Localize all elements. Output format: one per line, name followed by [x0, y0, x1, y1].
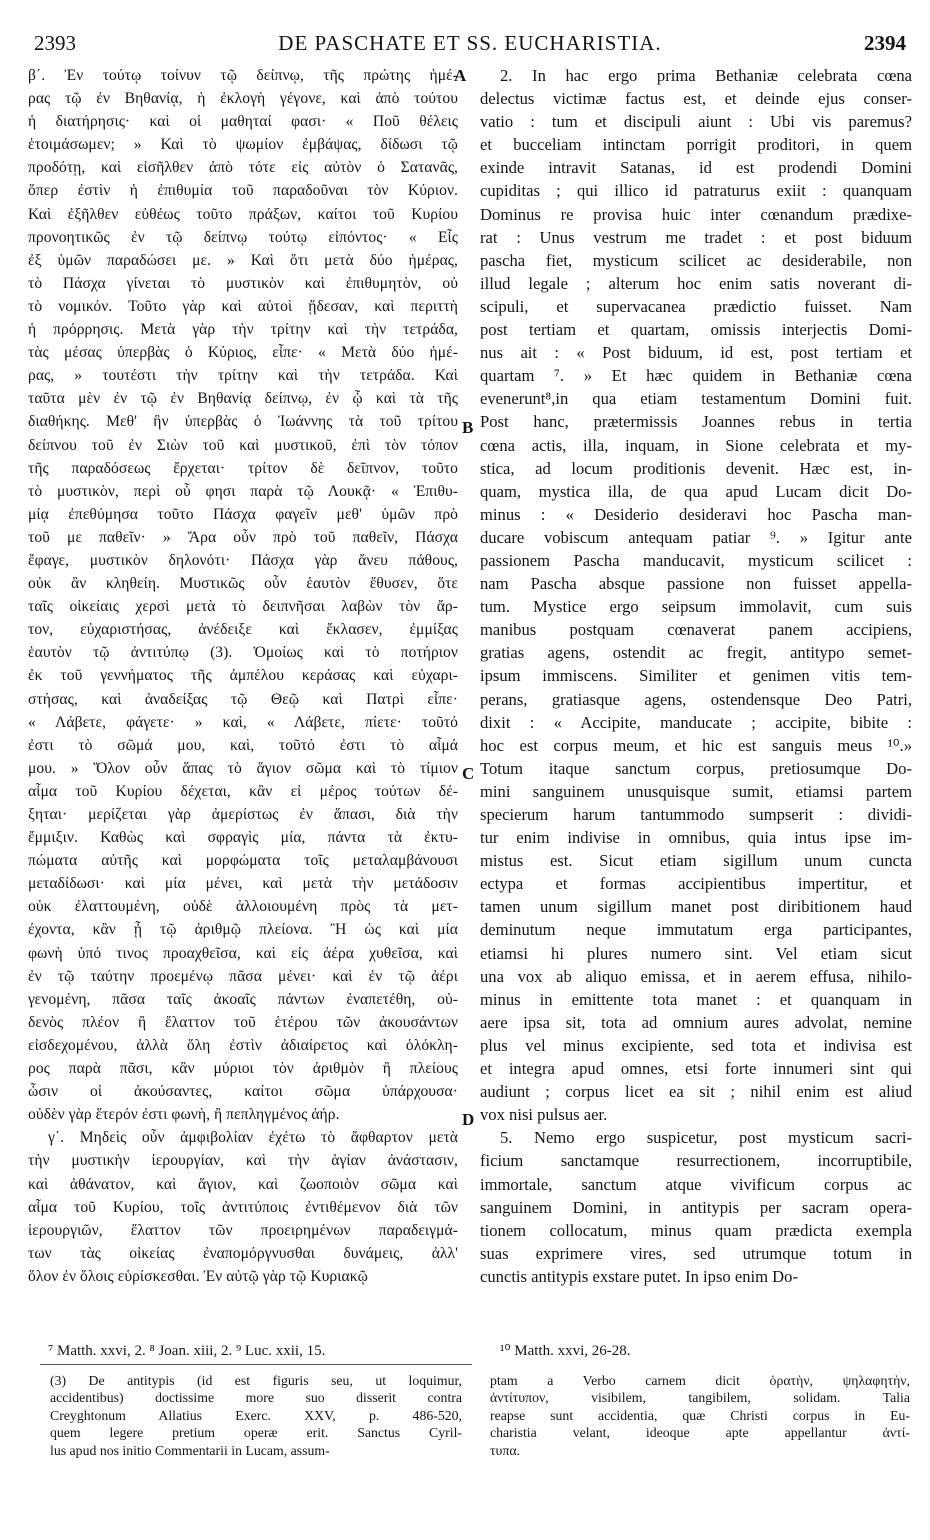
latin-text-line: tum. Mystice ergo seipsum immolavit, cum suis	[480, 597, 912, 617]
note-text-line: τυπα.	[490, 1442, 521, 1458]
greek-text-line: ἑτοιμάσωμεν; » Καὶ τὸ ψωμίον ἐμβάψας, δίδωσι τῷ	[28, 136, 458, 154]
greek-text-line: εἰσδεχομένου, ἀλλὰ ὅλη ἐστὶν ἀδιαίρετος καὶ ὁλόκλη-	[28, 1036, 458, 1054]
greek-text-line: ρας τῷ ἐν Βηθανίᾳ, ἡ ἐκλογὴ γέγονε, καὶ ἀπὸ τούτου	[28, 90, 458, 108]
running-title: DE PASCHATE ET SS. EUCHARISTIA.	[278, 31, 662, 55]
latin-text-line: cœna actis, illa, inquam, in Sione celebrata et my-	[480, 435, 912, 455]
greek-text-line: μεταδίδωσι· καὶ μία μένει, καὶ μετὰ τὴν μετάδοσιν	[28, 875, 458, 893]
greek-text-line: τὸ νομικόν. Τοῦτο γὰρ καὶ αὐτοὶ ᾔδεσαν, καὶ περιττὴ	[28, 297, 458, 315]
latin-text-line: gratias agens, ostendit ac fregit, antitypo semet-	[480, 643, 912, 663]
greek-text-line: αἷμα τοῦ Κυρίου δέχεται, κἂν εἰ μέρος τούτων δέ-	[28, 782, 458, 800]
latin-text-line: plus vel minus excipiente, sed tota et indivisa est	[480, 1035, 912, 1055]
margin-marker-c: C	[462, 764, 475, 783]
greek-text-line: ἱερουργιῶν, ἔλαττον τῶν προειρημένων παραδειγμά-	[28, 1221, 458, 1239]
note-text-line: (3) De antitypis (id est figuris seu, ut loquimur,	[50, 1373, 462, 1388]
scripture-references-text: ⁷ Matth. xxvi, 2. ⁸ Joan. xiii, 2. ⁹ Luc. xxii, 15.	[48, 1343, 326, 1359]
greek-text-line: οὐκ ἐλαττουμένη, οὐδὲ ἀλλοιουμένη πρὸς τὰ μετ-	[28, 898, 458, 916]
page-number-left: 2393	[34, 31, 76, 55]
greek-text-line: πώματα αὐτῆς καὶ μορφώματα τοῖς μεταλαμβάνουσι	[28, 852, 458, 870]
latin-text-line: Totum itaque sanctum corpus, pretiosumque Do-	[480, 758, 912, 778]
scripture-references-right	[500, 1340, 910, 1362]
latin-text-line: post tertiam et quartam, omissis interjectis Domi-	[480, 320, 912, 340]
footnote-divider	[40, 1364, 472, 1365]
latin-text-line: perans, gratiasque agens, ostendensque Deo Patri,	[480, 689, 912, 709]
latin-text-line: minus in emittente tota manet : et quanquam in	[480, 989, 912, 1009]
latin-text-line: hoc est corpus meum, et hic est sanguis meus ¹⁰.»	[480, 735, 912, 755]
margin-marker-d: D	[462, 1110, 475, 1129]
greek-text-line: αἷμα τοῦ Κυρίου, τοῖς ἀντιτύποις ἐντιθέμενον διὰ τῶν	[28, 1198, 458, 1216]
scripture-references-left	[48, 1340, 468, 1362]
latin-text-line: et bucceliam intinctam porrigit proditori, in quem	[480, 135, 912, 155]
note-text-line: ptam a Verbo carnem dicit ὁρατὴν, ψηλαφητὴν,	[490, 1373, 910, 1388]
latin-text-line: tamen unum sigillum manet post diribitionem haud	[480, 897, 912, 917]
latin-text-line: mini sanguinem unusquisque sumit, etiamsi partem	[480, 781, 912, 801]
greek-text-line: ταῦτα μὲν ἐν τῷ ἐν Βηθανίᾳ δείπνῳ, ἐν ᾧ καὶ τὰ τῆς	[28, 390, 458, 408]
latin-text-line: una vox ab aliquo emissa, et in aerem effusa, nihilo-	[480, 966, 912, 986]
latin-text-line: cunctis antitypis exstare putet. In ipso enim Do-	[480, 1266, 798, 1286]
greek-text-line: ρας, » τουτέστι τὴν τρίτην καὶ τὴν τετράδα. Καὶ	[28, 367, 458, 385]
greek-text-line: τῆς παραδόσεως ἔρχεται· τρίτον δὲ δεῖπνον, τοῦτο	[28, 459, 458, 477]
latin-text-line: immortale, sanctum atque vivificum corpus ac	[480, 1174, 912, 1194]
greek-text-line: καὶ ἀθάνατον, καὶ ἅγιον, καὶ ζωοποιὸν σῶμα καὶ	[28, 1175, 458, 1193]
greek-text-column	[28, 64, 458, 1288]
latin-text-line: cupiditas ; qui illico id patraturus exiit : quanquam	[480, 181, 912, 201]
greek-text-line: ἐκ τοῦ γεννήματος τῆς ἀμπέλου κεράσας καὶ εὐχαρι-	[28, 667, 458, 685]
greek-text-line: τον, εὐχαριστήσας, ἀνέδειξε καὶ ἔκλασεν, ἐμμίξας	[28, 621, 458, 639]
greek-text-line: τὸ μυστικὸν, περὶ οὗ φησι παρὰ τῷ Λουκᾷ· « Ἐπιθυ-	[28, 482, 458, 500]
margin-marker-a: A	[454, 66, 467, 85]
note-text-line: lus apud nos initio Commentarii in Lucam, assum-	[50, 1442, 330, 1458]
greek-text-line: μίᾳ ἐπεθύμησα τοῦτο Πάσχα φαγεῖν μεθ' ὑμῶν πρὸ	[28, 505, 458, 523]
latin-text-line: quam, mystica illa, de qua apud Lucam dicit Do-	[480, 481, 912, 501]
latin-text-line: specierum harum tantummodo sumpserit : dividi-	[480, 805, 912, 824]
latin-text-line: ducare vobiscum antequam patiar ⁹. » Igitur ante	[480, 527, 912, 547]
latin-text-line: nus ait : « Post biduum, id est, post tertiam et	[480, 343, 912, 363]
greek-text-line: ἐν τῷ ταύτην προεμένῳ πᾶσα μένει· καὶ ἐν τῷ ἀέρι	[28, 967, 458, 985]
latin-text-line: audiunt ; corpus licet ea sit ; nihil enim est aliud	[480, 1082, 912, 1102]
greek-text-line: ἐστι τὸ σῶμά μου, καὶ, τοῦτό ἐστι τὸ αἷμά	[28, 736, 458, 754]
greek-text-line: δενὸς πλέον ἢ ἔλαττον τοῦ ἑτέρου τῶν ἀκουσάντων	[28, 1013, 458, 1031]
latin-text-line: delectus victimæ factus est, et deinde ejus conser-	[480, 89, 912, 109]
latin-text-line: etiamsi hi plures numero sint. Vel etiam sicut	[480, 943, 912, 963]
note-text-line: quem legere pretium operæ erit. Sanctus Cyril-	[50, 1425, 462, 1441]
latin-text-line: 5. Nemo ergo suspicetur, post mysticum sacri-	[500, 1128, 912, 1148]
page-number-right: 2394	[864, 31, 906, 55]
greek-text-line: ὅπερ ἐστὶν ἡ ἐπιθυμία τοῦ παραδοῦναι τὸν Κύριον.	[28, 182, 458, 200]
latin-text-line: suas exprimere vires, sed utrumque totum in	[480, 1243, 912, 1263]
latin-text-line: illud legale ; alterum hoc enim satis noverant di-	[480, 273, 912, 293]
latin-text-line: scipuli, et supervacanea prædictio fuisset. Nam	[480, 296, 912, 316]
greek-text-line: γ΄. Μηδεὶς οὖν ἀμφιβολίαν ἐχέτω τὸ ἄφθαρτον μετὰ	[48, 1129, 458, 1147]
note-text-line: accidentibus) doctissime more suo disserit contra	[50, 1390, 462, 1406]
latin-text-line: stica, ad locum proditionis devenit. Hæc est, in-	[480, 458, 912, 478]
latin-text-line: evenerunt⁸,in qua etiam testamentum Domini fuit.	[480, 389, 912, 409]
latin-text-line: manibus postquam cœnaverat panem accipiens,	[480, 620, 912, 640]
greek-text-line: ἔφαγε, μυστικὸν δηλονότι· Πάσχα γὰρ ἄνευ πάθους,	[28, 551, 458, 569]
latin-text-line: deminutum neque immutatum erga participantes,	[480, 920, 912, 940]
latin-text-line: quartam ⁷. » Et hæc quidem in Bethaniæ cœna	[480, 366, 912, 386]
latin-text-line: Dominus re provisa huic inter cœnandum prædixe-	[480, 204, 912, 224]
greek-text-line: τὸ Πάσχα γίνεται τὸ μυστικὸν καὶ ἐπιθυμητὸν, οὐ	[28, 274, 458, 292]
latin-text-line: minus : « Desiderio desideravi hoc Pascha man-	[480, 504, 912, 524]
greek-text-line: τὰς μέσας ὑπερβὰς ὁ Κύριος, εἶπε· « Μετὰ δύο ἡμέ-	[28, 344, 458, 362]
greek-text-line: β΄. Ἐν τούτῳ τοίνυν τῷ δείπνῳ, τῆς πρώτης ἡμέ-	[28, 67, 458, 84]
greek-text-line: ἡ πρόρρησις. Μετὰ γὰρ τὴν τρίτην καὶ τὴν τετράδα,	[28, 321, 458, 339]
greek-text-line: γενομένη, πᾶσα ταῖς ἀκοαῖς πάντων ἐναπετέθη, οὐ-	[28, 990, 458, 1008]
scripture-references-text: ¹⁰ Matth. xxvi, 26-28.	[500, 1343, 631, 1359]
editor-note-left	[50, 1372, 462, 1459]
margin-marker-b: B	[462, 418, 474, 437]
greek-text-line: έχοντα, κἂν ᾖ τῷ ἀριθμῷ πλείονα. Ἢ ὡς καὶ μία	[28, 921, 458, 939]
note-text-line: ἀντίτυπον, visibilem, tangibilem, solidam. Talia	[490, 1390, 910, 1406]
note-text-line: reapse sunt accidentia, quæ Christi corpus in Eu-	[490, 1407, 910, 1423]
latin-text-line: ipsum immiscens. Similiter et genimen vitis tem-	[480, 666, 912, 686]
running-header	[34, 30, 906, 56]
latin-text-line: ficium sanctamque resurrectionem, incorruptibile,	[480, 1151, 912, 1171]
latin-text-line: ectypa et formas accipientibus impertitur, et	[480, 874, 912, 894]
greek-text-line: των τὰς οἰκείας ἐναπομόργνυσθαι δυνάμεις, ἀλλ'	[28, 1244, 458, 1262]
greek-text-line: ὦσιν οἱ ἀκούσαντες, καίτοι σῶμα ὑπάρχουσα·	[28, 1083, 458, 1101]
note-text-line: charistia velant, ideoque apte appellantur ἀντί-	[490, 1425, 910, 1441]
greek-text-line: προνοητικῶς ἐν τῷ δείπνῳ τούτῳ εἰπόντος· « Εἷς	[28, 228, 458, 246]
greek-text-line: τὴν μυστικὴν ἱερουργίαν, καὶ τὴν ἁγίαν ἀνάστασιν,	[28, 1152, 458, 1170]
greek-text-line: ξηται· μερίζεται γὰρ ἀμερίστως ἐν ἅπασι, διὰ τὴν	[28, 806, 458, 823]
greek-text-line: οὐδὲν γὰρ ἕτερόν ἐστι φωνὴ, ἢ πεπληγμένος ἀήρ.	[28, 1106, 340, 1124]
latin-text-line: et integra apud omnes, etsi forte innumeri sint qui	[480, 1059, 912, 1079]
latin-text-column	[480, 64, 912, 1288]
latin-text-line: passionem Pascha manducavit, mysticum scilicet :	[480, 550, 912, 570]
latin-text-line: sanguinem Domini, in antitypis per sacram opera-	[480, 1197, 912, 1217]
greek-text-line: δείπνου τοῦ ἐν Σιὼν τοῦ καὶ μυστικοῦ, ἐπὶ τὸν τόπον	[28, 436, 458, 454]
greek-text-line: διαθήκης. Μεθ' ἣν ὑπερβὰς ὁ Ἰωάννης τὰ τοῦ τρίτου	[28, 413, 458, 431]
latin-text-line: tur enim indivise in omnibus, quia intus ipse im-	[480, 828, 912, 848]
note-text-line: Creyghtonum Allatius Exerc. XXV, p. 486-520,	[50, 1407, 462, 1423]
greek-text-line: ὅλον ἐν ὅλοις εὑρίσκεσθαι. Ἐν αὐτῷ γὰρ τῷ Κυριακῷ	[28, 1267, 368, 1285]
greek-text-line: Καὶ ἐξῆλθεν εὐθέως τοῦτο πράξων, καίτοι τοῦ Κυρίου	[28, 205, 458, 223]
latin-text-line: tionem collocatum, minus quam prædicta exempla	[480, 1220, 912, 1240]
latin-text-line: vox nisi pulsus aer.	[480, 1105, 608, 1125]
latin-text-line: rat : Unus vestrum me tradet : et post biduum	[480, 227, 912, 247]
latin-text-line: pascha fiet, mysticum scilicet ac desiderabile, non	[480, 250, 912, 270]
latin-text-line: nam Pascha absque passione non fuisset appella-	[480, 574, 912, 594]
greek-text-line: ἐξ ὑμῶν παραδώσει με. » Καὶ ὅτι μετὰ δύο ἡμέρας,	[28, 251, 458, 269]
greek-text-line: ταῖς οἰκείαις χερσὶ μετὰ τὸ δειπνῆσαι λαβὼν τὸν ἄρ-	[28, 598, 458, 616]
greek-text-line: οὐκ ἂν κληθείη. Μυστικῶς οὖν ἑαυτὸν ἔθυσεν, ὅτε	[28, 575, 458, 593]
greek-text-line: μου. » Ὅλον οὖν ἅπας τὸ ἅγιον σῶμα καὶ τὸ τίμιον	[28, 759, 458, 777]
editor-note-right	[490, 1372, 910, 1459]
greek-text-line: φωνὴ ὑπό τινος προαχθεῖσα, καὶ εἰς ἀέρα χυθεῖσα, καὶ	[28, 944, 458, 962]
latin-text-line: dixit : « Accipite, manducate ; accipite, bibite :	[480, 712, 912, 732]
greek-text-line: ἡ διατήρησις· καὶ οἱ μαθηταί φασι· « Ποῦ θέλεις	[28, 113, 458, 131]
greek-text-line: ἔμμιξιν. Καθὼς καὶ σφραγὶς μία, πάντα τὰ ἐκτυ-	[28, 829, 458, 847]
greek-text-line: ρος παρὰ πᾶσι, κἂν μύριοι τὸν ἀριθμὸν ἢ πλείους	[28, 1060, 458, 1078]
greek-text-line: προδότῃ, καὶ εἰσῆλθεν ἀπὸ τότε εἰς αὐτὸν ὁ Σατανᾶς,	[28, 159, 458, 177]
latin-text-line: exinde intravit Satanas, id est prodendi Domini	[480, 158, 912, 178]
greek-text-line: ἑαυτὸν τῷ ἀντιτύπῳ (3). Ὁμοίως καὶ τὸ ποτήριον	[28, 644, 458, 662]
greek-text-line: « Λάβετε, φάγετε· » καὶ, « Λάβετε, πίετε· τοῦτό	[28, 713, 458, 731]
greek-text-line: τοῦ με παθεῖν· » Ἄρα οὖν πρὸ τοῦ παθεῖν, Πάσχα	[28, 528, 458, 546]
latin-text-line: vatio : tum et discipuli aiunt : Ubi vis paremus?	[480, 112, 912, 132]
latin-text-line: 2. In hac ergo prima Bethaniæ celebrata cœna	[500, 66, 912, 85]
latin-text-line: aere ipsa sit, tota ad omnium aures advolat, nemine	[480, 1012, 912, 1032]
latin-text-line: Post hanc, prætermissis Joannes rebus in tertia	[480, 412, 912, 432]
latin-text-line: mistus est. Sicut etiam sigillum unum cuncta	[480, 851, 912, 871]
greek-text-line: στήσας, καὶ ἀναδείξας τῷ Θεῷ καὶ Πατρὶ εἶπε·	[28, 690, 458, 708]
